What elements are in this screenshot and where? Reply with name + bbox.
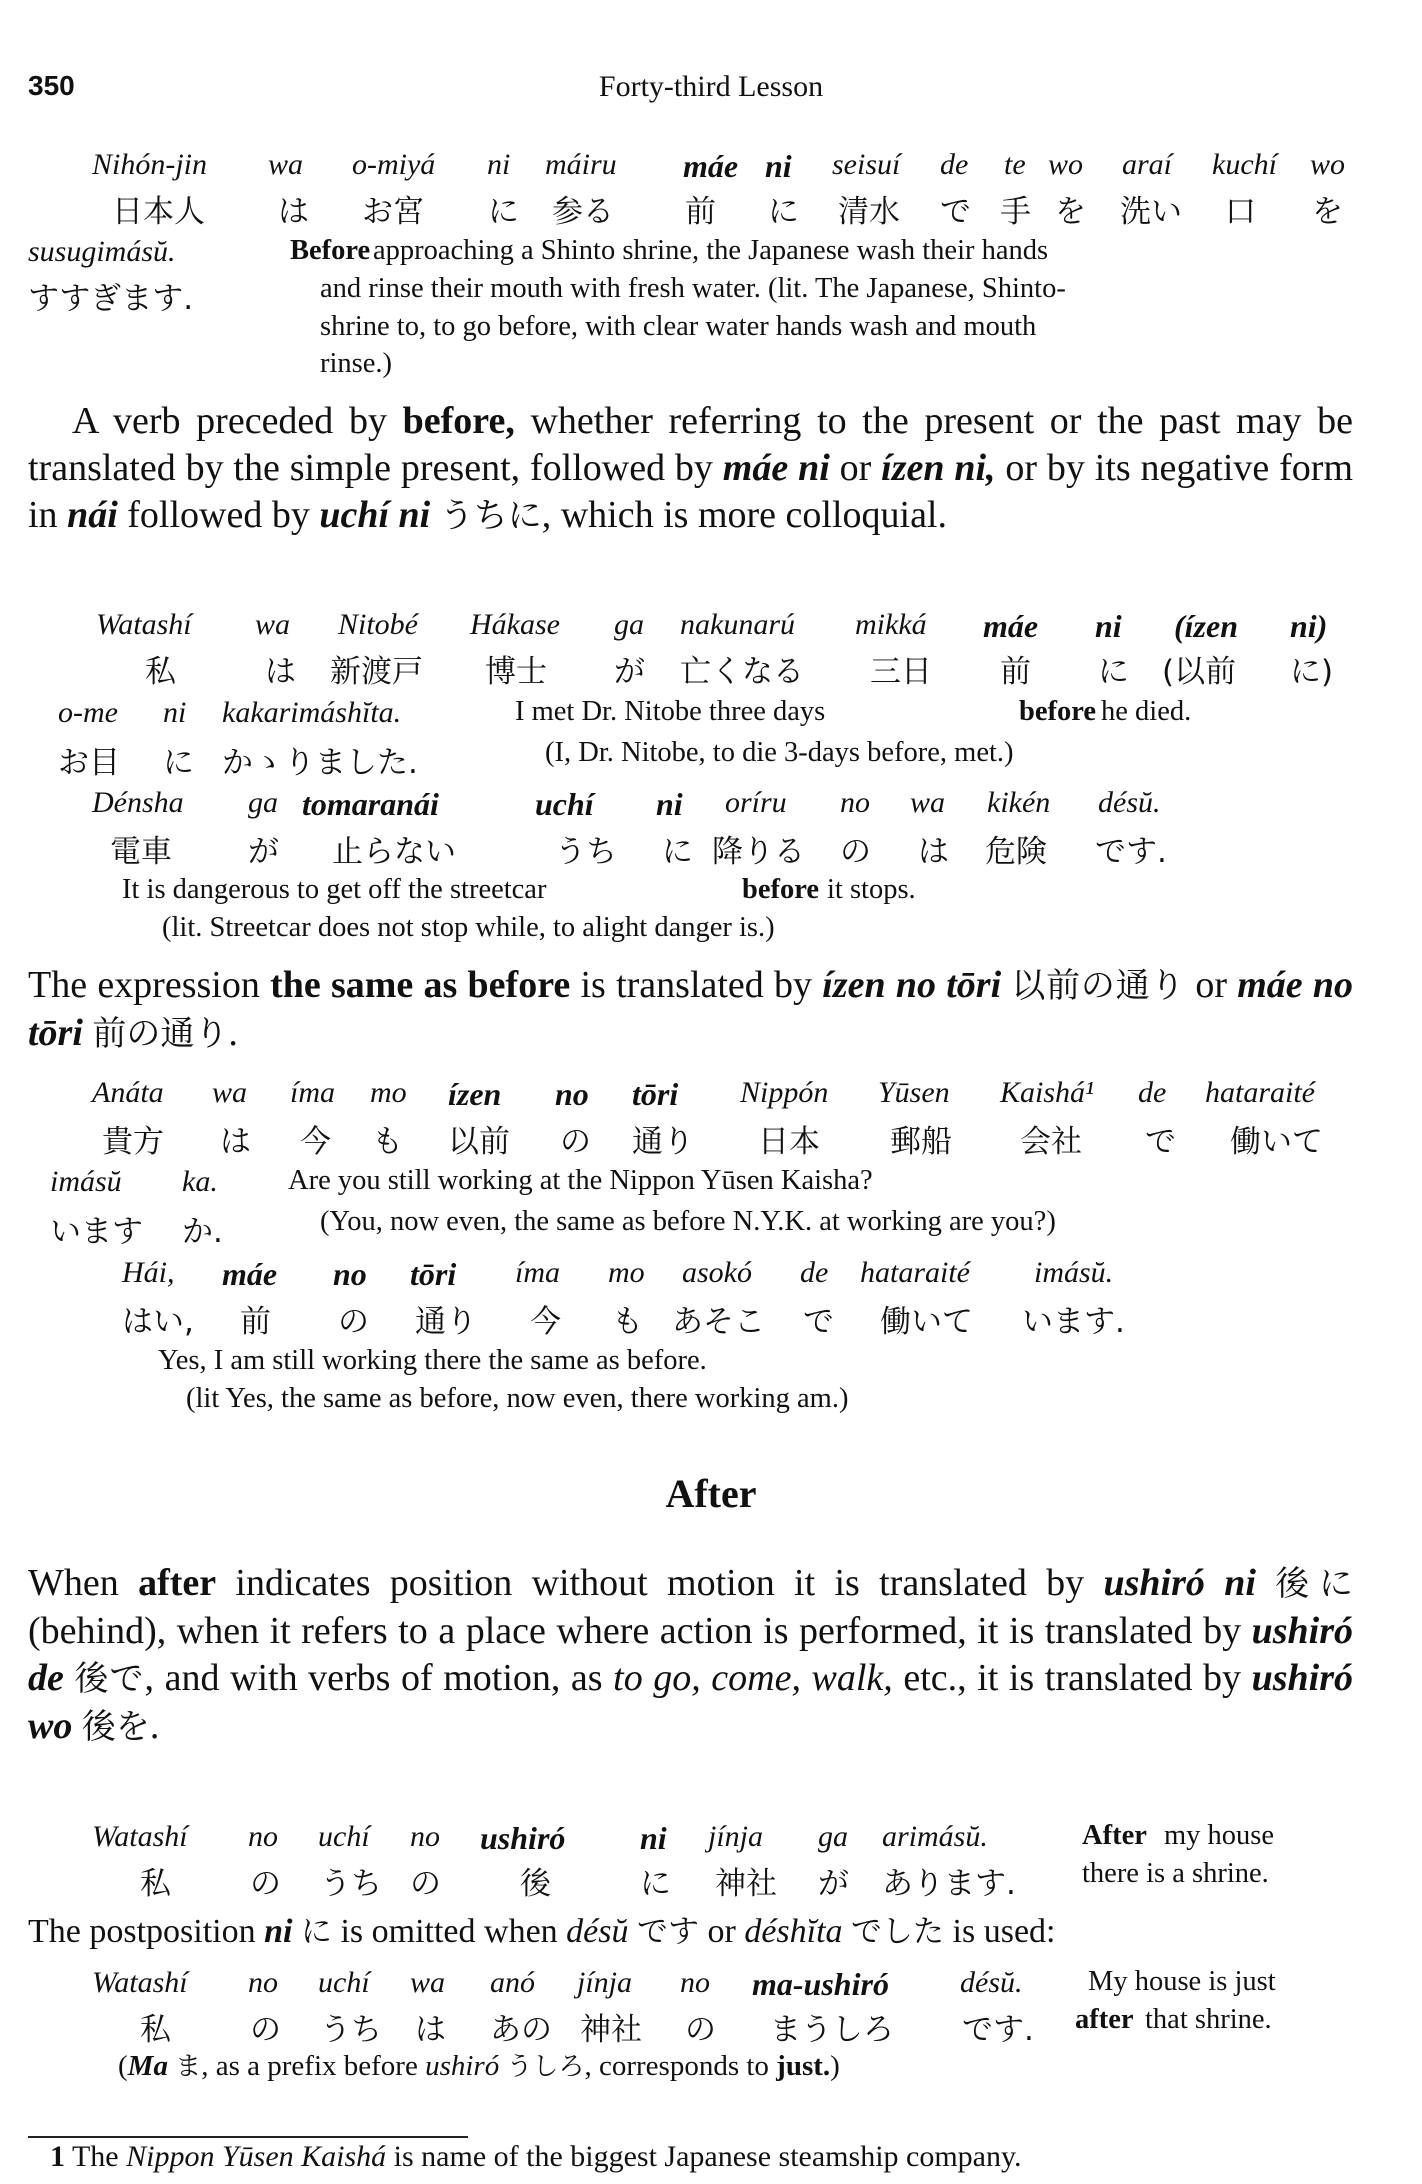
- word: wo: [1048, 148, 1084, 181]
- word: désŭ.: [960, 1966, 1023, 1999]
- example-romaji-line: [0, 1076, 1422, 1120]
- explanation-paragraph: When after indicates position without motion it is translated by ushiró ni 後に (behind), when it refers to a place where action is performed, it is translated by ushiró de 後で, and with verbs of motion, as to go, come, walk, etc., it is translated by ushiró wo 後を.: [28, 1562, 1354, 1747]
- word: 神社: [580, 2012, 642, 2048]
- word: 会社: [1020, 1124, 1082, 1160]
- word: に): [1290, 654, 1334, 690]
- word: 亡くなる: [680, 654, 804, 690]
- word: 郵船: [890, 1124, 952, 1160]
- example-line: [0, 696, 1422, 740]
- word: hataraité: [860, 1256, 970, 1289]
- word: (以前: [1162, 654, 1237, 690]
- word: あります.: [882, 1866, 1016, 1902]
- word: の: [560, 1124, 591, 1160]
- word: Nihón-jin: [92, 148, 208, 181]
- word: 口: [1225, 194, 1256, 230]
- word: 働いて: [880, 1304, 973, 1340]
- word: no: [680, 1966, 710, 1999]
- word: no: [410, 1820, 440, 1853]
- word: Yūsen: [878, 1076, 950, 1109]
- word: ni): [1290, 608, 1328, 644]
- word: nakunarú: [680, 608, 795, 641]
- word: は: [415, 2012, 446, 2048]
- word: anó: [490, 1966, 535, 1999]
- word: désŭ.: [1098, 786, 1161, 819]
- example-line: [0, 1165, 1422, 1209]
- word: 清水: [838, 194, 900, 230]
- word: Kaishá¹: [1000, 1076, 1095, 1109]
- word: Watashí: [92, 1820, 188, 1853]
- example-japanese-line: [0, 826, 1422, 870]
- footnote: 1 The Nippon Yūsen Kaishá is name of the biggest Japanese steamship company.: [50, 2140, 1022, 2173]
- word: jínja: [708, 1820, 764, 1853]
- word: hataraité: [1205, 1076, 1315, 1109]
- word: です.: [1095, 834, 1167, 870]
- word: の: [410, 1866, 441, 1902]
- word: は: [278, 194, 309, 230]
- word: 私: [140, 1866, 171, 1902]
- word: máe: [983, 608, 1039, 644]
- word: か.: [182, 1214, 223, 1250]
- word: uchí: [535, 786, 594, 822]
- word: no: [248, 1820, 278, 1853]
- word: ízen: [448, 1076, 502, 1112]
- example-line: [0, 912, 1422, 956]
- translation: there is a shrine.: [1082, 1858, 1269, 1889]
- word: uchí: [318, 1820, 370, 1853]
- translation: Are you still working at the Nippon Yūsen Kaisha?: [288, 1165, 873, 1196]
- bold-word: Before: [290, 235, 371, 266]
- word: を: [1312, 194, 1343, 230]
- example-japanese-line: [0, 1858, 1422, 1902]
- word: susugimásŭ.: [28, 235, 176, 268]
- word: Watashí: [96, 608, 192, 641]
- word: kikén: [987, 786, 1051, 819]
- word: に: [488, 194, 519, 230]
- word: no: [555, 1076, 589, 1112]
- word: に: [640, 1866, 671, 1902]
- word: あの: [490, 2012, 552, 2048]
- word: arimásŭ.: [882, 1820, 988, 1853]
- word: 電車: [110, 834, 172, 870]
- word: Dénsha: [92, 786, 184, 819]
- word: が: [614, 654, 645, 690]
- word: jínja: [577, 1966, 633, 1999]
- explanation-paragraph: A verb preceded by before, whether referring to the present or the past may be translated by the simple present, followed by máe ni or ízen ni, or by its negative form in nái followed by uchí ni うちに, which is more colloquial.: [28, 400, 1353, 536]
- word: wa: [255, 608, 291, 641]
- word: Nitobé: [338, 608, 418, 641]
- example-line: [0, 348, 1422, 392]
- word: 手: [1000, 194, 1031, 230]
- word: tomaranái: [302, 786, 439, 822]
- translation: rinse.): [320, 348, 393, 379]
- word: no: [840, 786, 870, 819]
- translation: approaching a Shinto shrine, the Japanese wash their hands: [373, 235, 1049, 266]
- word: お宮: [362, 194, 424, 230]
- word: 前: [1000, 654, 1031, 690]
- word: ma-ushiró: [752, 1966, 889, 2002]
- word: no: [333, 1256, 367, 1292]
- word: mikká: [855, 608, 927, 641]
- word: 止らない: [332, 834, 456, 870]
- word: まうしろ: [770, 2012, 894, 2048]
- word: かゝりました.: [222, 745, 418, 781]
- translation: I met Dr. Nitobe three days: [515, 696, 826, 727]
- word: no: [248, 1966, 278, 1999]
- word: oríru: [725, 786, 787, 819]
- word: 通り: [415, 1304, 477, 1340]
- word: は: [918, 834, 949, 870]
- word: 通り: [632, 1124, 694, 1160]
- word: に: [662, 834, 693, 870]
- word: máe: [222, 1256, 278, 1292]
- bold-word: after: [1075, 2004, 1134, 2035]
- word: 博士: [485, 654, 547, 690]
- word: ni: [765, 148, 792, 184]
- word: います.: [1022, 1304, 1125, 1340]
- translation: (You, now even, the same as before N.Y.K. at working are you?): [320, 1206, 1056, 1237]
- word: máiru: [545, 148, 617, 181]
- translation: and rinse their mouth with fresh water. (lit. The Japanese, Shinto-: [320, 273, 1066, 304]
- word: wa: [910, 786, 946, 819]
- translation: that shrine.: [1145, 2004, 1272, 2035]
- word: ni: [1095, 608, 1122, 644]
- translation: it stops.: [827, 874, 916, 905]
- word: mo: [370, 1076, 407, 1109]
- word: wa: [268, 148, 304, 181]
- word: 今: [300, 1124, 331, 1160]
- word: imásŭ.: [1034, 1256, 1114, 1289]
- word: 危険: [985, 834, 1047, 870]
- word: ka.: [182, 1165, 218, 1198]
- word: ushiró: [480, 1820, 566, 1856]
- word: te: [1004, 148, 1026, 181]
- word: 前: [685, 194, 716, 230]
- word: すすぎます.: [28, 281, 194, 317]
- word: íma: [290, 1076, 335, 1109]
- word: お目: [58, 745, 120, 781]
- example-romaji-line: [0, 786, 1422, 830]
- word: で: [1145, 1124, 1176, 1160]
- word: íma: [515, 1256, 560, 1289]
- word: の: [250, 1866, 281, 1902]
- example-japanese-line: [0, 1116, 1422, 1160]
- word: 神社: [715, 1866, 777, 1902]
- example-line: [0, 1206, 1422, 1250]
- word: を: [1055, 194, 1086, 230]
- translation: (I, Dr. Nitobe, to die 3-days before, met.): [545, 737, 1014, 768]
- word: Watashí: [92, 1966, 188, 1999]
- bold-word: before: [742, 874, 820, 905]
- word: wa: [212, 1076, 248, 1109]
- word: 新渡戸: [330, 654, 423, 690]
- example-japanese-line: [0, 2004, 1422, 2048]
- bold-word: After: [1082, 1820, 1147, 1851]
- word: araí: [1122, 148, 1173, 181]
- word: います: [50, 1214, 143, 1250]
- word: Hákase: [470, 608, 560, 641]
- word: は: [220, 1124, 251, 1160]
- word: uchí: [318, 1966, 370, 1999]
- translation: (lit. Streetcar does not stop while, to alight danger is.): [162, 912, 775, 943]
- word: o-me: [58, 696, 118, 729]
- word: wo: [1310, 148, 1346, 181]
- word: de: [800, 1256, 829, 1289]
- translation: (lit Yes, the same as before, now even, there working am.): [186, 1383, 849, 1414]
- word: 前: [240, 1304, 271, 1340]
- word: に: [163, 745, 194, 781]
- page-number: 350: [28, 70, 75, 101]
- word: 参る: [552, 194, 614, 230]
- word: de: [940, 148, 969, 181]
- word: 私: [140, 2012, 171, 2048]
- translation: my house: [1164, 1820, 1275, 1851]
- bold-word: before: [1019, 696, 1097, 727]
- translation: shrine to, to go before, with clear water hands wash and mouth: [320, 311, 1037, 342]
- translation: My house is just: [1088, 1966, 1276, 1997]
- word: の: [250, 2012, 281, 2048]
- word: kuchí: [1212, 148, 1277, 181]
- word: で: [803, 1304, 834, 1340]
- word: の: [338, 1304, 369, 1340]
- footnote-rule: [28, 2136, 468, 2138]
- word: ni: [163, 696, 187, 729]
- word: 貴方: [102, 1124, 164, 1160]
- word: うち: [320, 1866, 382, 1902]
- example-japanese-line: [0, 1296, 1422, 1340]
- word: 働いて: [1230, 1124, 1323, 1160]
- word: kakarimáshĭta.: [222, 696, 402, 729]
- word: (ízen: [1174, 608, 1238, 644]
- word: はい,: [122, 1304, 194, 1340]
- word: Hái,: [122, 1256, 175, 1289]
- word: が: [818, 1866, 849, 1902]
- example-line: [0, 1383, 1422, 1427]
- section-title: After: [665, 1471, 757, 1516]
- explanation-line: The postposition ni に is omitted when désŭ です or déshĭta でした is used:: [28, 1913, 1056, 1950]
- word: 日本人: [112, 194, 205, 230]
- word: に: [1098, 654, 1129, 690]
- word: tōri: [632, 1076, 679, 1112]
- word: です.: [962, 2012, 1034, 2048]
- word: 以前: [448, 1124, 510, 1160]
- note-line: (Ma ま, as a prefix before ushiró うしろ, corresponds to just.): [118, 2050, 840, 2082]
- word: 今: [530, 1304, 561, 1340]
- word: 後: [520, 1866, 551, 1902]
- example-line: [0, 737, 1422, 781]
- word: o-miyá: [352, 148, 436, 181]
- word: うち: [320, 2012, 382, 2048]
- word: に: [768, 194, 799, 230]
- word: ni: [487, 148, 511, 181]
- word: tōri: [410, 1256, 457, 1292]
- word: も: [372, 1124, 403, 1160]
- word: mo: [608, 1256, 645, 1289]
- word: 私: [145, 654, 176, 690]
- running-head: Forty-third Lesson: [598, 70, 824, 103]
- translation: Yes, I am still working there the same as before.: [158, 1345, 707, 1376]
- word: あそこ: [672, 1304, 765, 1340]
- word: ga: [614, 608, 644, 641]
- example-japanese-line: [0, 186, 1422, 230]
- word: 降りる: [712, 834, 805, 870]
- word: de: [1138, 1076, 1167, 1109]
- explanation-paragraph: The expression the same as before is translated by ízen no tōri 以前の通り or máe no tōri 前の通り.: [28, 964, 1354, 1054]
- word: 洗い: [1120, 194, 1182, 230]
- example-japanese-line: [0, 646, 1422, 690]
- word: máe: [683, 148, 739, 184]
- translation: he died.: [1101, 696, 1192, 727]
- word: asokó: [682, 1256, 752, 1289]
- word: で: [940, 194, 971, 230]
- word: 三日: [870, 654, 932, 690]
- word: imásŭ: [50, 1165, 122, 1198]
- word: wa: [410, 1966, 446, 1999]
- word: ni: [640, 1820, 667, 1856]
- word: Anáta: [92, 1076, 164, 1109]
- word: ga: [248, 786, 278, 819]
- word: の: [685, 2012, 716, 2048]
- word: seisuí: [832, 148, 901, 181]
- word: Nippón: [740, 1076, 829, 1109]
- translation: It is dangerous to get off the streetcar: [122, 874, 547, 905]
- word: も: [612, 1304, 643, 1340]
- word: が: [248, 834, 279, 870]
- example-romaji-line: [0, 1256, 1422, 1300]
- word: ni: [656, 786, 683, 822]
- word: の: [840, 834, 871, 870]
- word: うち: [555, 834, 617, 870]
- word: 日本: [758, 1124, 820, 1160]
- word: は: [265, 654, 296, 690]
- word: ga: [818, 1820, 848, 1853]
